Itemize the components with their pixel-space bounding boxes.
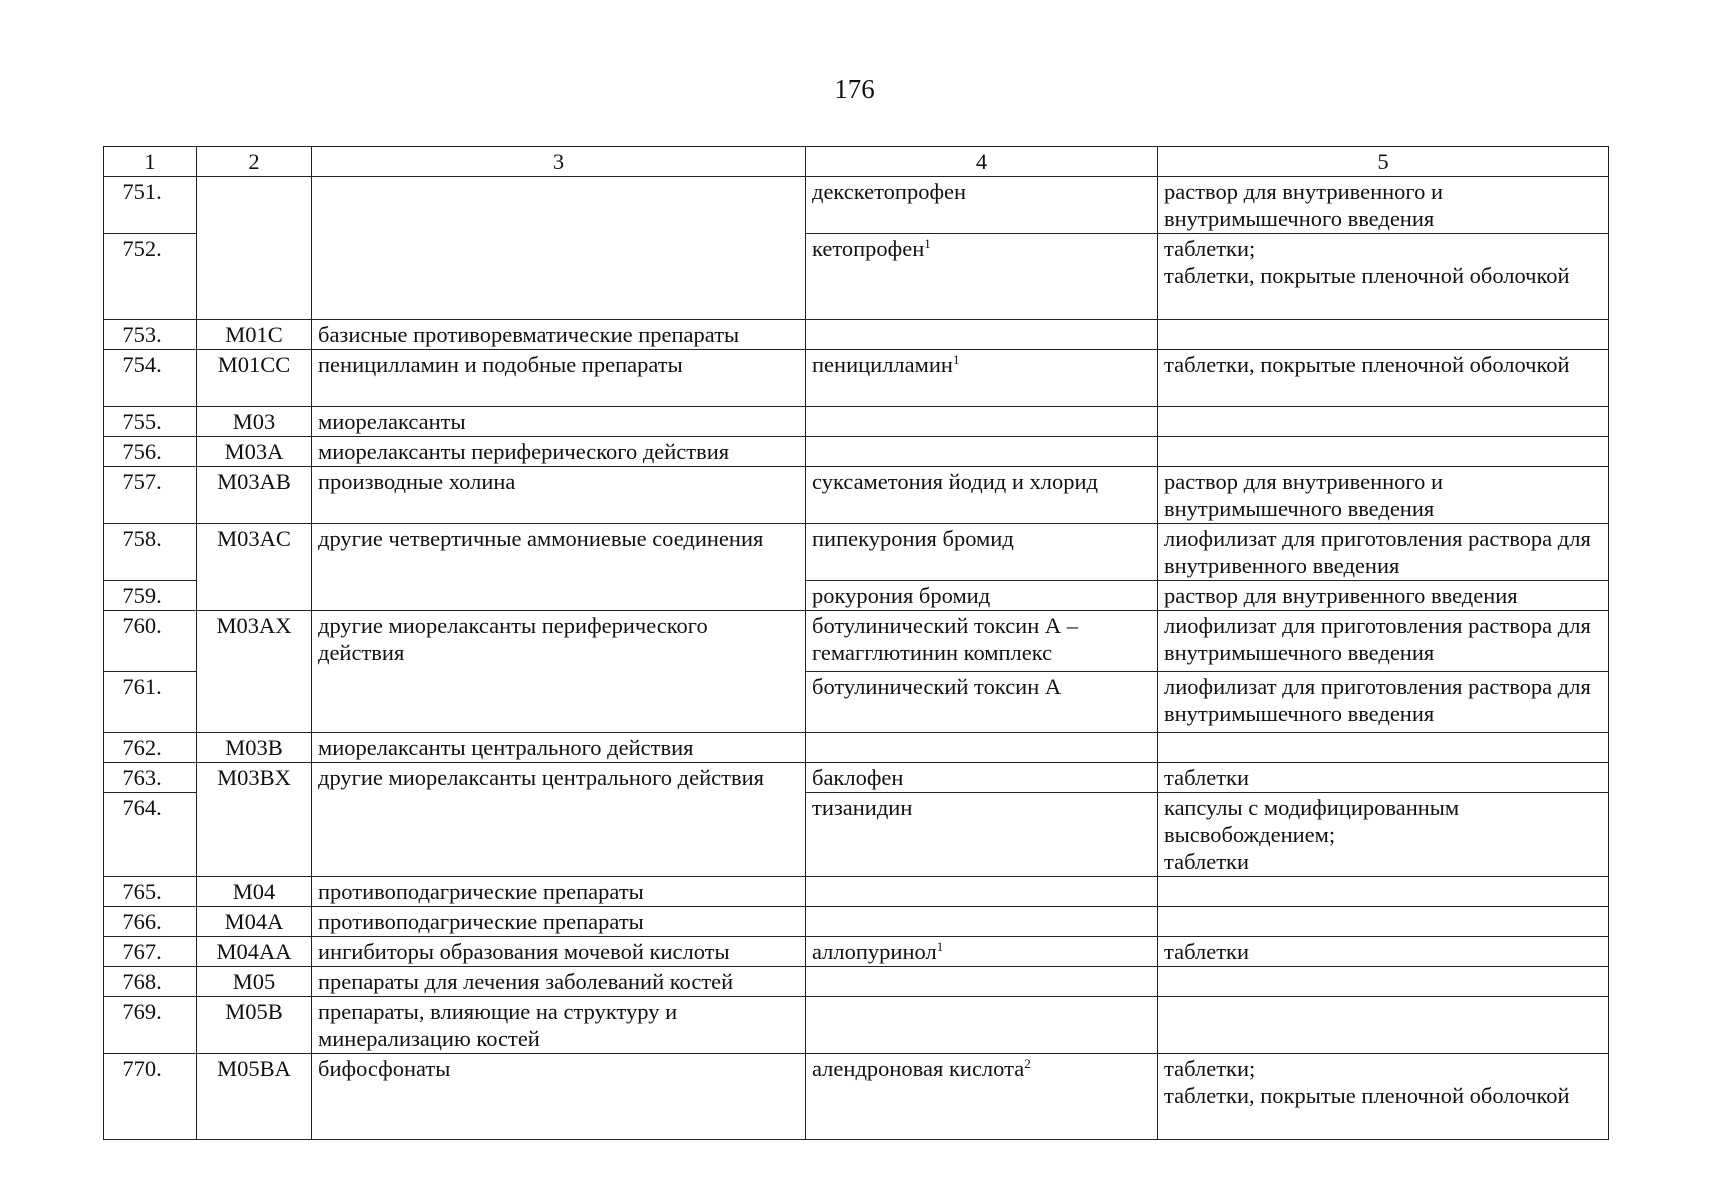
dosage-form: капсулы с модифицированным высвобождением; таблетки bbox=[1158, 793, 1609, 877]
table-row bbox=[104, 733, 1609, 763]
footnote-mark: 1 bbox=[952, 352, 960, 367]
group-name: другие четвертичные аммониевые соединения bbox=[312, 524, 806, 611]
dosage-form: лиофилизат для приготовления раствора для внутримышечного введения bbox=[1158, 672, 1609, 733]
group-name: противоподагрические препараты bbox=[312, 877, 806, 907]
dosage-form bbox=[1158, 967, 1609, 997]
column-header: 4 bbox=[806, 147, 1158, 177]
dosage-form bbox=[1158, 407, 1609, 437]
row-number: 755. bbox=[104, 407, 197, 437]
group-name: базисные противоревматические препараты bbox=[312, 320, 806, 350]
table-row bbox=[104, 763, 1609, 793]
row-number: 756. bbox=[104, 437, 197, 467]
group-name: препараты для лечения заболеваний костей bbox=[312, 967, 806, 997]
drug-name bbox=[806, 907, 1158, 937]
drug-name: алендроновая кислота$^2$ bbox=[806, 1054, 1158, 1140]
atc-code: M05BA bbox=[197, 1054, 312, 1140]
drug-registry-table bbox=[103, 146, 1609, 1140]
dosage-form: таблетки bbox=[1158, 763, 1609, 793]
atc-code: M03AX bbox=[197, 611, 312, 733]
table-row bbox=[104, 907, 1609, 937]
atc-code: M03AB bbox=[197, 467, 312, 524]
drug-name: ботулинический токсин А – гемагглютинин комплекс bbox=[806, 611, 1158, 672]
table-row bbox=[104, 320, 1609, 350]
drug-name bbox=[806, 967, 1158, 997]
row-number: 766. bbox=[104, 907, 197, 937]
row-number: 763. bbox=[104, 763, 197, 793]
atc-code: M04 bbox=[197, 877, 312, 907]
footnote-mark: 1 bbox=[924, 236, 931, 251]
table-row bbox=[104, 350, 1609, 407]
drug-name: суксаметония йодид и хлорид bbox=[806, 467, 1158, 524]
page-number: 176 bbox=[834, 74, 875, 104]
group-name: другие миорелаксанты центрального действия bbox=[312, 763, 806, 877]
atc-code: M03A bbox=[197, 437, 312, 467]
atc-code: M03 bbox=[197, 407, 312, 437]
drug-name: ботулинический токсин А bbox=[806, 672, 1158, 733]
dosage-form bbox=[1158, 907, 1609, 937]
dosage-form: лиофилизат для приготовления раствора для внутримышечного введения bbox=[1158, 611, 1609, 672]
drug-name bbox=[806, 997, 1158, 1054]
drug-name: пипекурония бромид bbox=[806, 524, 1158, 581]
atc-code: M04A bbox=[197, 907, 312, 937]
drug-name bbox=[806, 877, 1158, 907]
drug-name bbox=[806, 437, 1158, 467]
atc-code: M05 bbox=[197, 967, 312, 997]
dosage-form: таблетки bbox=[1158, 937, 1609, 967]
table-row bbox=[104, 937, 1609, 967]
footnote-mark: 2 bbox=[1024, 1056, 1031, 1071]
row-number: 768. bbox=[104, 967, 197, 997]
group-name bbox=[312, 177, 806, 320]
table-row bbox=[104, 524, 1609, 581]
row-number: 765. bbox=[104, 877, 197, 907]
header-row bbox=[104, 147, 1609, 177]
table-row bbox=[104, 407, 1609, 437]
table-row bbox=[104, 437, 1609, 467]
row-number: 754. bbox=[104, 350, 197, 407]
dosage-form: раствор для внутривенного введения bbox=[1158, 581, 1609, 611]
group-name: производные холина bbox=[312, 467, 806, 524]
dosage-form bbox=[1158, 320, 1609, 350]
row-number: 769. bbox=[104, 997, 197, 1054]
row-number: 764. bbox=[104, 793, 197, 877]
group-name: миорелаксанты периферического действия bbox=[312, 437, 806, 467]
dosage-form: таблетки, покрытые пленочной оболочкой bbox=[1158, 350, 1609, 407]
group-name: другие миорелаксанты периферического действия bbox=[312, 611, 806, 733]
atc-code: M05B bbox=[197, 997, 312, 1054]
atc-code: M01CC bbox=[197, 350, 312, 407]
dosage-form bbox=[1158, 877, 1609, 907]
row-number: 751. bbox=[104, 177, 197, 234]
dosage-form: таблетки; таблетки, покрытые пленочной оболочкой bbox=[1158, 1054, 1609, 1140]
column-header: 5 bbox=[1158, 147, 1609, 177]
group-name: бифосфонаты bbox=[312, 1054, 806, 1140]
table-row bbox=[104, 877, 1609, 907]
atc-code: M03BX bbox=[197, 763, 312, 877]
row-number: 770. bbox=[104, 1054, 197, 1140]
atc-code: M03AC bbox=[197, 524, 312, 611]
group-name: ингибиторы образования мочевой кислоты bbox=[312, 937, 806, 967]
group-name: противоподагрические препараты bbox=[312, 907, 806, 937]
drug-name: декскетопрофен bbox=[806, 177, 1158, 234]
row-number: 758. bbox=[104, 524, 197, 581]
drug-name bbox=[806, 733, 1158, 763]
drug-name: кетопрофен$^1$ bbox=[806, 234, 1158, 320]
group-name: пеницилламин и подобные препараты bbox=[312, 350, 806, 407]
column-header: 2 bbox=[197, 147, 312, 177]
dosage-form: раствор для внутривенного и внутримышечного введения bbox=[1158, 177, 1609, 234]
table-row bbox=[104, 467, 1609, 524]
group-name: препараты, влияющие на структуру и минерализацию костей bbox=[312, 997, 806, 1054]
row-number: 762. bbox=[104, 733, 197, 763]
table-row bbox=[104, 611, 1609, 672]
row-number: 761. bbox=[104, 672, 197, 733]
column-header: 3 bbox=[312, 147, 806, 177]
group-name: миорелаксанты центрального действия bbox=[312, 733, 806, 763]
dosage-form bbox=[1158, 437, 1609, 467]
atc-code: M01C bbox=[197, 320, 312, 350]
atc-code: M04AA bbox=[197, 937, 312, 967]
drug-name bbox=[806, 407, 1158, 437]
table-row bbox=[104, 1054, 1609, 1140]
dosage-form bbox=[1158, 997, 1609, 1054]
drug-name: аллопуринол$^1$ bbox=[806, 937, 1158, 967]
row-number: 759. bbox=[104, 581, 197, 611]
row-number: 760. bbox=[104, 611, 197, 672]
drug-name: пеницилламин$^1$ bbox=[806, 350, 1158, 407]
table-row bbox=[104, 967, 1609, 997]
row-number: 752. bbox=[104, 234, 197, 320]
atc-code: M03B bbox=[197, 733, 312, 763]
drug-name: рокурония бромид bbox=[806, 581, 1158, 611]
row-number: 757. bbox=[104, 467, 197, 524]
dosage-form: лиофилизат для приготовления раствора для внутривенного введения bbox=[1158, 524, 1609, 581]
row-number: 753. bbox=[104, 320, 197, 350]
drug-name bbox=[806, 320, 1158, 350]
dosage-form: таблетки; таблетки, покрытые пленочной оболочкой bbox=[1158, 234, 1609, 320]
table-row bbox=[104, 997, 1609, 1054]
row-number: 767. bbox=[104, 937, 197, 967]
table-row bbox=[104, 177, 1609, 234]
atc-code bbox=[197, 177, 312, 320]
drug-name: тизанидин bbox=[806, 793, 1158, 877]
group-name: миорелаксанты bbox=[312, 407, 806, 437]
column-header: 1 bbox=[104, 147, 197, 177]
footnote-mark: 1 bbox=[936, 939, 944, 954]
drug-name: баклофен bbox=[806, 763, 1158, 793]
dosage-form bbox=[1158, 733, 1609, 763]
dosage-form: раствор для внутривенного и внутримышечного введения bbox=[1158, 467, 1609, 524]
